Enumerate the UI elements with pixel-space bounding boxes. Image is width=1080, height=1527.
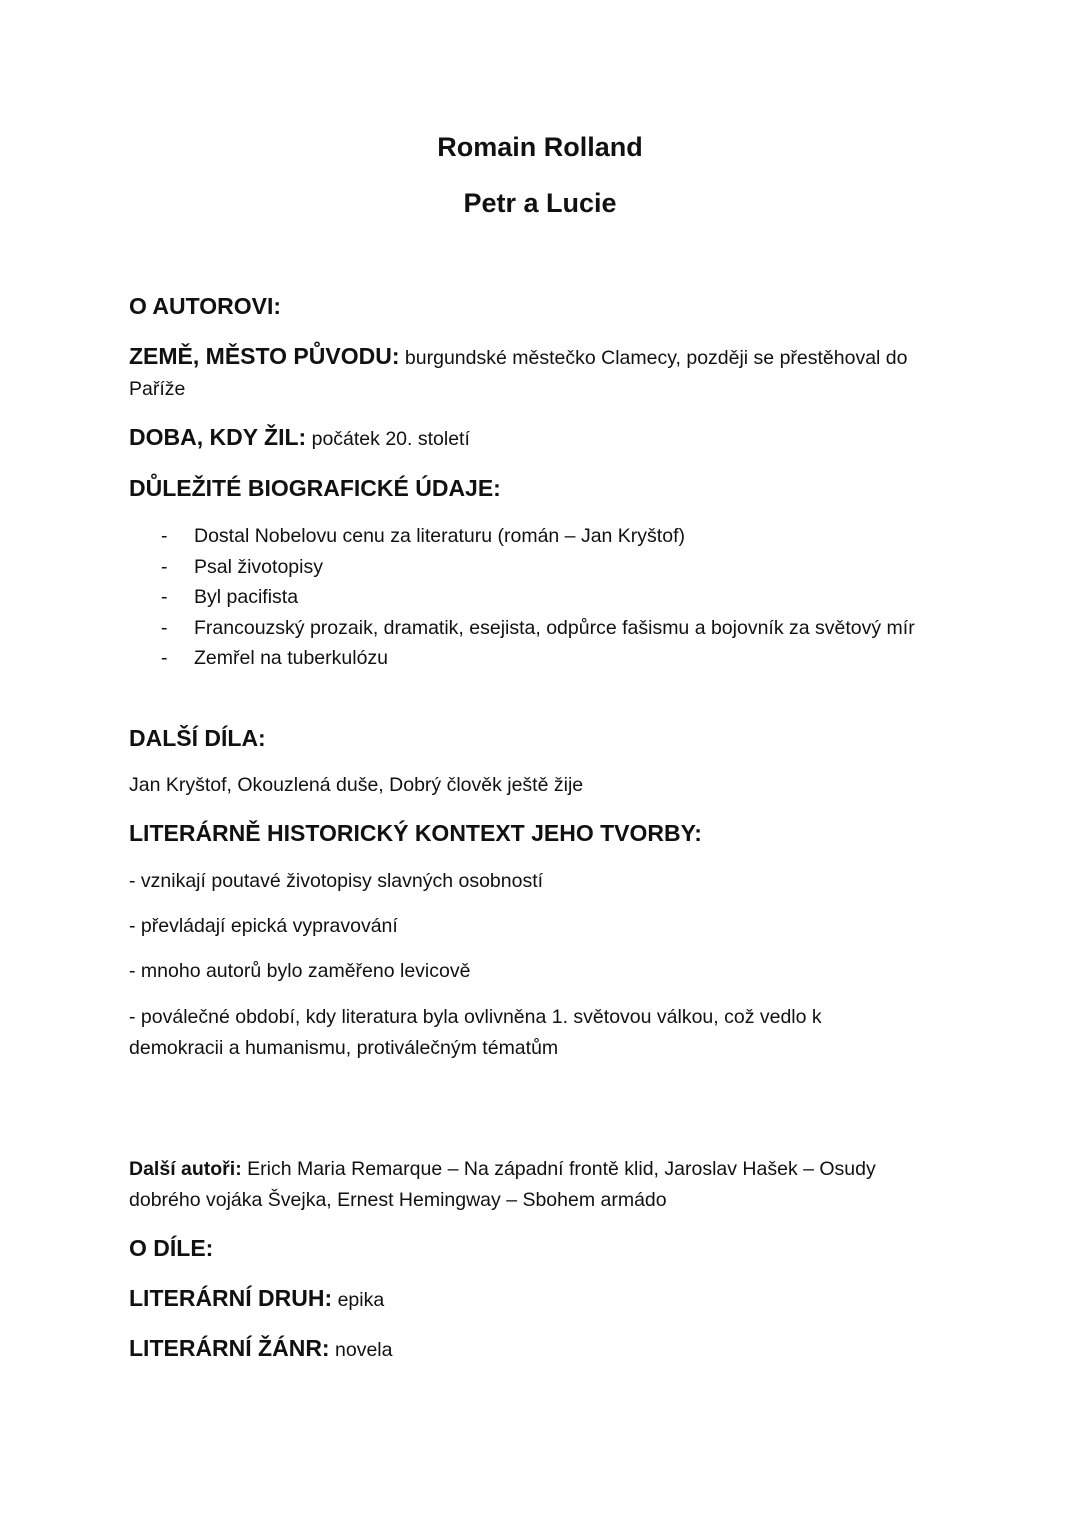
bullet-dash: -: [161, 525, 168, 547]
bullet-dash: -: [161, 555, 168, 578]
bullet-dash: -: [161, 647, 168, 669]
context-item: - poválečné období, kdy literatura byla ovlivněna 1. světovou válkou, což vedlo k demokracii a humanismu, protiválečným tématům: [129, 1006, 822, 1059]
list-item: - Byl pacifista: [129, 582, 929, 613]
kind-value: epika: [337, 1289, 385, 1311]
context-item: - mnoho autorů bylo zaměřeno levicově: [129, 960, 471, 982]
context-heading: LITERÁRNĚ HISTORICKÝ KONTEXT JEHO TVORBY:: [129, 820, 702, 846]
context-item: - převládají epická vypravování: [129, 915, 398, 937]
kind-label: LITERÁRNÍ DRUH:: [129, 1285, 333, 1311]
works-value: Jan Kryštof, Okouzlená duše, Dobrý člověk ještě žije: [129, 774, 584, 796]
about-author-heading: O AUTOROVI:: [129, 293, 282, 319]
other-authors-value: Erich Maria Remarque – Na západní frontě klid, Jaroslav Hašek – Osudy dobrého vojáka Švejka, Ernest Hemingway – Sbohem armádo: [129, 1158, 876, 1211]
bullet-dash: -: [161, 586, 168, 608]
genre-field: [129, 1333, 959, 1366]
list-item: - Francouzský prozaik, dramatik, esejista, odpůrce fašismu a bojovník za světový mír: [129, 613, 929, 644]
context-item: - vznikají poutavé životopisy slavných osobností: [129, 870, 544, 892]
origin-label: ZEMĚ, MĚSTO PŮVODU:: [129, 343, 400, 369]
author-title: Romain Rolland: [437, 132, 643, 162]
genre-label: LITERÁRNÍ ŽÁNR:: [129, 1335, 330, 1361]
list-item: - Dostal Nobelovu cenu za literaturu (román – Jan Kryštof): [129, 521, 929, 552]
era-label: DOBA, KDY ŽIL:: [129, 424, 307, 450]
list-item: - Psal životopisy: [129, 552, 929, 583]
origin-field: [129, 341, 951, 405]
origin-value: burgundské městečko Clamecy, později se přestěhoval do Paříže: [129, 347, 908, 400]
bio-heading: DŮLEŽITÉ BIOGRAFICKÉ ÚDAJE:: [129, 475, 501, 501]
about-work-heading: O DÍLE:: [129, 1235, 214, 1261]
era-field: [129, 422, 959, 455]
works-heading: DALŠÍ DÍLA:: [129, 725, 266, 751]
list-item: - Zemřel na tuberkulózu: [129, 643, 929, 674]
bullet-dash: -: [161, 616, 168, 639]
kind-field: [129, 1283, 959, 1316]
bio-list: [129, 521, 929, 674]
other-authors: [129, 1154, 929, 1216]
work-title: Petr a Lucie: [463, 188, 617, 218]
genre-value: novela: [335, 1339, 393, 1361]
other-authors-label: Další autoři:: [129, 1158, 242, 1180]
era-value: počátek 20. století: [311, 428, 470, 450]
